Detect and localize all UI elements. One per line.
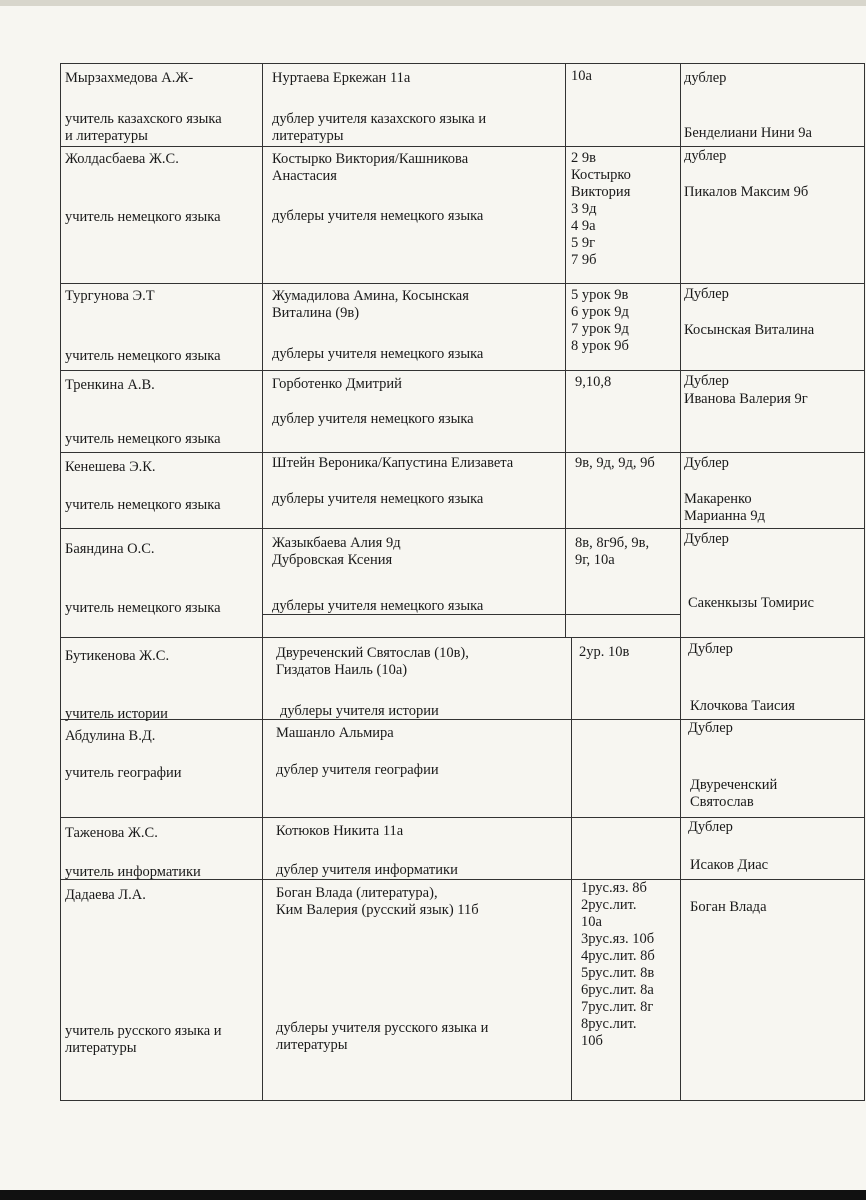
lessons: 10а — [571, 68, 592, 84]
row-divider — [60, 370, 864, 371]
teacher-name: Дадаева Л.А. — [65, 887, 146, 903]
table-border-bottom — [60, 1100, 864, 1101]
teacher-name: Баяндина О.С. — [65, 541, 155, 557]
student-names: Боган Влада (литература), Ким Валерия (русский язык) 11б — [276, 885, 479, 918]
backup-name: Боган Влада — [690, 899, 767, 915]
teacher-role: учитель истории — [65, 706, 168, 722]
student-names: Котюков Никита 11а — [276, 823, 404, 839]
row-divider — [60, 146, 864, 147]
teacher-role: учитель русского языка и литературы — [65, 1023, 222, 1056]
teacher-role: учитель немецкого языка — [65, 431, 221, 447]
backup-name: Бенделиани Нини 9а — [684, 125, 812, 141]
teacher-role: учитель немецкого языка — [65, 600, 221, 616]
backup-label: Дублер — [688, 641, 733, 657]
teacher-name: Тренкина А.В. — [65, 377, 155, 393]
column-divider — [565, 63, 566, 637]
row-divider — [60, 637, 864, 638]
student-names: Горботенко Дмитрий — [272, 376, 402, 392]
student-role: дублеры учителя немецкого языка — [272, 208, 484, 224]
lessons: 5 урок 9в 6 урок 9д 7 урок 9д 8 урок 9б — [571, 287, 629, 354]
lessons: 2ур. 10в — [579, 644, 630, 660]
teacher-name: Кенешева Э.К. — [65, 459, 156, 475]
row-divider — [60, 528, 864, 529]
column-border-left — [60, 63, 61, 1101]
row-divider — [60, 452, 864, 453]
student-names: Машанло Альмира — [276, 725, 394, 741]
backup-label: Дублер — [688, 720, 733, 736]
backup-label: Дублер — [688, 819, 733, 835]
teacher-role: учитель географии — [65, 765, 182, 781]
teacher-role: учитель немецкого языка — [65, 209, 221, 225]
backup-name: Сакенкызы Томирис — [688, 595, 814, 611]
student-names: Жазыкбаева Алия 9д Дубровская Ксения — [272, 535, 401, 568]
teacher-name: Абдулина В.Д. — [65, 728, 156, 744]
backup-label: дублер — [684, 148, 727, 164]
scan-bottom-edge — [0, 1190, 866, 1200]
scan-top-edge — [0, 0, 866, 6]
teacher-role: учитель информатики — [65, 864, 201, 880]
backup-name: Косынская Виталина — [684, 322, 815, 338]
backup-name: Двуреченский Святослав — [690, 777, 778, 810]
teacher-role: учитель немецкого языка — [65, 348, 221, 364]
student-names: Штейн Вероника/Капустина Елизавета — [272, 455, 514, 471]
student-role: дублеры учителя немецкого языка — [272, 491, 484, 507]
student-names: Костырко Виктория/Кашникова Анастасия — [272, 151, 469, 184]
student-role: дублеры учителя немецкого языка — [272, 346, 484, 362]
backup-name: Клочкова Таисия — [690, 698, 795, 714]
student-role: дублер учителя казахского языка и литературы — [272, 111, 487, 144]
student-role: дублер учителя информатики — [276, 862, 458, 878]
lessons: 1рус.яз. 8б 2рус.лит. 10а 3рус.яз. 10б 4рус.лит. 8б 5рус.лит. 8в 6рус.лит. 8а 7рус.лит. 8г 8рус.лит. 10б — [581, 880, 655, 1049]
student-role: дублер учителя географии — [276, 762, 439, 778]
column-border-right — [864, 63, 865, 1101]
student-names: Двуреченский Святослав (10в), Гиздатов Наиль (10а) — [276, 645, 469, 678]
teacher-name: Жолдасбаева Ж.С. — [65, 151, 179, 167]
lessons: 9,10,8 — [575, 374, 612, 390]
teacher-role: учитель немецкого языка — [65, 497, 221, 513]
student-role: дублер учителя немецкого языка — [272, 411, 474, 427]
lessons: 9в, 9д, 9д, 9б — [575, 455, 655, 471]
student-role: дублеры учителя русского языка и литературы — [276, 1020, 489, 1053]
lessons: 8в, 8г9б, 9в, 9г, 10а — [575, 535, 650, 568]
teacher-role: учитель казахского языка и литературы — [65, 111, 222, 144]
lessons: 2 9в Костырко Виктория 3 9д 4 9а 5 9г 7 9б — [571, 150, 631, 268]
backup-label: Дублер — [684, 455, 729, 471]
backup-name: Исаков Диас — [690, 857, 769, 873]
backup-label: Дублер — [684, 531, 729, 547]
student-role: дублеры учителя немецкого языка — [272, 598, 484, 614]
backup-label: Дублер — [684, 373, 729, 389]
backup-name: Макаренко Марианна 9д — [684, 491, 765, 524]
column-divider — [571, 637, 572, 1101]
teacher-name: Тургунова Э.Т — [65, 288, 155, 304]
row-divider — [60, 817, 864, 818]
student-names: Нуртаева Еркежан 11а — [272, 70, 411, 86]
student-names: Жумадилова Амина, Косынская Виталина (9в) — [272, 288, 469, 321]
teacher-name: Мырзахмедова А.Ж- — [65, 70, 194, 86]
table-border-top — [60, 63, 864, 64]
row-divider — [60, 283, 864, 284]
teacher-name: Бутикенова Ж.С. — [65, 648, 170, 664]
backup-name: Пикалов Максим 9б — [684, 184, 809, 200]
backup-label: Дублер — [684, 286, 729, 302]
student-role: дублеры учителя истории — [280, 703, 439, 719]
column-divider — [680, 63, 681, 1101]
backup-label: дублер — [684, 70, 727, 86]
teacher-name: Таженова Ж.С. — [65, 825, 158, 841]
column-divider — [262, 63, 263, 1101]
backup-name: Иванова Валерия 9г — [684, 391, 808, 407]
